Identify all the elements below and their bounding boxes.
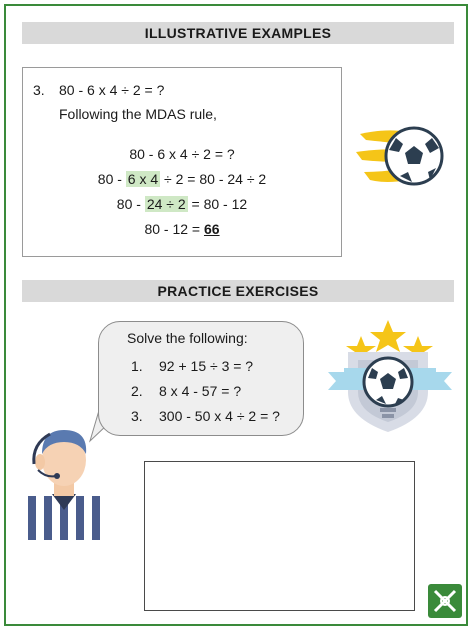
exercise-3-number: 3. [131, 408, 143, 424]
exercise-bubble [98, 321, 304, 436]
exercise-instruction: Solve the following: [127, 330, 248, 346]
exercise-2-text: 8 x 4 - 57 = ? [159, 383, 242, 399]
example-step-3 [23, 196, 341, 212]
step-2-pre: 80 - [97, 171, 126, 187]
example-step-4 [23, 221, 341, 237]
step-3-post: = 80 - 12 [187, 196, 248, 212]
step-1-text: 80 - 6 x 4 ÷ 2 = ? [129, 146, 235, 162]
step-2-highlight: 6 x 4 [127, 171, 159, 187]
flying-soccer-ball-icon [356, 122, 446, 192]
example-number: 3. [33, 82, 45, 98]
answer-box[interactable] [144, 461, 415, 611]
exercise-3-text: 300 - 50 x 4 ÷ 2 = ? [159, 408, 280, 424]
example-step-2 [23, 171, 341, 187]
step-3-pre: 80 - [116, 196, 145, 212]
exercise-2-number: 2. [131, 383, 143, 399]
step-4-pre: 80 - 12 = [144, 221, 204, 237]
example-box [22, 67, 342, 257]
example-rule: Following the MDAS rule, [59, 106, 217, 122]
step-3-highlight: 24 ÷ 2 [146, 196, 186, 212]
soccer-badge-icon [326, 318, 454, 434]
exercise-1-text: 92 + 15 ÷ 3 = ? [159, 358, 254, 374]
step-4-answer: 66 [203, 221, 220, 237]
crossed-tools-logo-icon [428, 584, 462, 618]
referee-icon [16, 424, 112, 540]
step-2-post: ÷ 2 = 80 - 24 ÷ 2 [160, 171, 267, 187]
example-step-1 [23, 146, 341, 162]
practice-banner: PRACTICE EXERCISES [22, 280, 454, 302]
examples-banner: ILLUSTRATIVE EXAMPLES [22, 22, 454, 44]
example-question: 80 - 6 x 4 ÷ 2 = ? [59, 82, 165, 98]
exercise-1-number: 1. [131, 358, 143, 374]
